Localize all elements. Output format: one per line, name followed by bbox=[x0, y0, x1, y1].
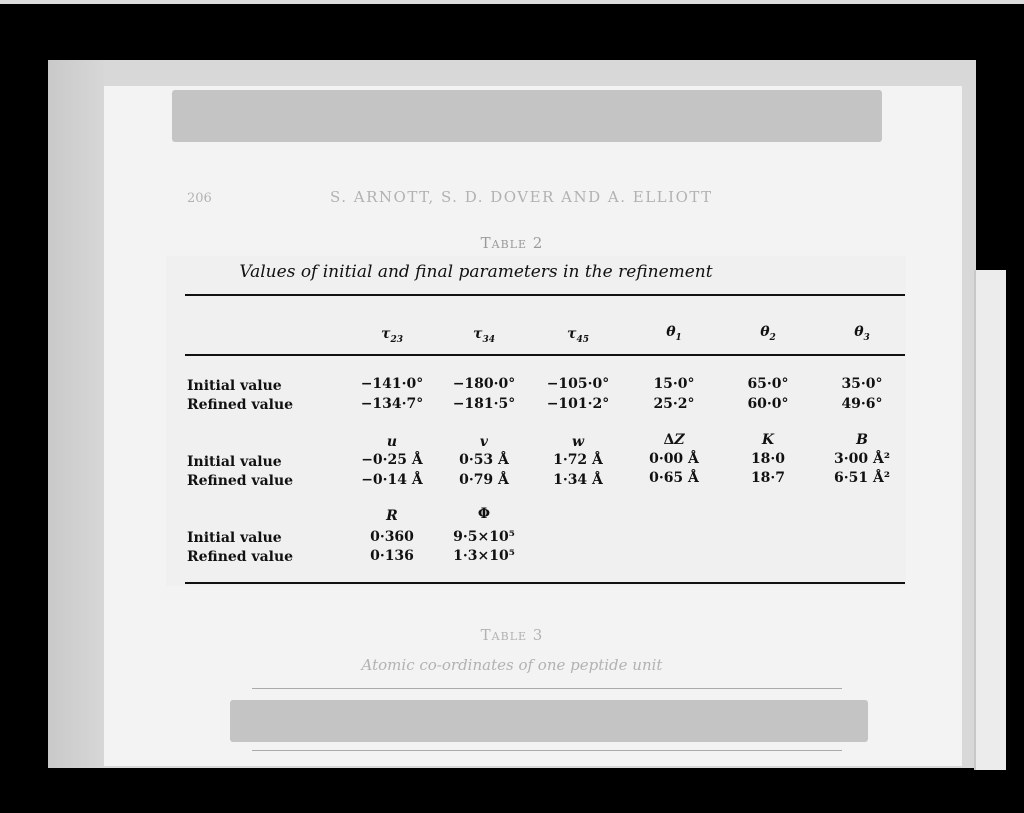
table2-label: Table 2 bbox=[480, 234, 544, 252]
table-cell: 1·3×10⁵ bbox=[453, 548, 515, 564]
row-label-refined: Refined value bbox=[187, 473, 294, 489]
table-cell: −141·0° bbox=[360, 376, 424, 392]
header-theta1: $\theta_1$ bbox=[666, 324, 682, 343]
header-k: K bbox=[761, 432, 775, 448]
table-cell: 0·136 bbox=[370, 548, 414, 564]
header-theta3: $\theta_3$ bbox=[854, 324, 870, 343]
table-cell: −105·0° bbox=[546, 376, 610, 392]
header-b: B bbox=[856, 432, 868, 448]
table-cell: 25·2° bbox=[653, 396, 695, 412]
table3-caption: Atomic co-ordinates of one peptide unit bbox=[361, 656, 663, 674]
header-tau23: $\tau_{23}$ bbox=[381, 326, 403, 345]
table-cell: 0·79 Å bbox=[459, 472, 509, 488]
row-label-initial: Initial value bbox=[187, 530, 282, 546]
header-tau45: $\tau_{45}$ bbox=[567, 326, 589, 345]
table-cell: 0·00 Å bbox=[649, 451, 699, 467]
row-label-refined: Refined value bbox=[187, 549, 294, 565]
header-theta2: $\theta_2$ bbox=[760, 324, 776, 343]
table-cell: 3·00 Å² bbox=[834, 451, 890, 467]
table-cell: 6·51 Å² bbox=[834, 470, 890, 486]
right-edge-fold bbox=[974, 270, 1006, 770]
table-cell: 15·0° bbox=[653, 376, 695, 392]
table-cell: 1·72 Å bbox=[553, 452, 603, 468]
table-cell: −180·0° bbox=[452, 376, 516, 392]
table-top-rule bbox=[185, 294, 905, 296]
row-label-refined: Refined value bbox=[187, 397, 294, 413]
table-cell: 0·360 bbox=[370, 529, 414, 545]
header-u: u bbox=[386, 434, 398, 450]
bottom-redaction-bar bbox=[230, 700, 868, 742]
divider-line bbox=[252, 750, 842, 751]
table-cell: 0·53 Å bbox=[459, 452, 509, 468]
header-w: w bbox=[571, 434, 585, 450]
row-label-initial: Initial value bbox=[187, 454, 282, 470]
table2-caption: Values of initial and final parameters in the refinement bbox=[239, 262, 713, 282]
table-cell: 49·6° bbox=[841, 396, 883, 412]
running-head: S. ARNOTT, S. D. DOVER AND A. ELLIOTT bbox=[330, 188, 713, 206]
table-cell: −134·7° bbox=[360, 396, 424, 412]
table-cell: 1·34 Å bbox=[553, 472, 603, 488]
scanned-sheet bbox=[48, 60, 976, 768]
table-cell: 18·0 bbox=[750, 451, 786, 467]
table-bottom-rule bbox=[185, 582, 905, 584]
top-edge-strip bbox=[0, 0, 1024, 4]
table-cell: 9·5×10⁵ bbox=[453, 529, 515, 545]
table-cell: −101·2° bbox=[546, 396, 610, 412]
table-cell: −181·5° bbox=[452, 396, 516, 412]
table-header-rule bbox=[185, 354, 905, 356]
header-delta-z: ΔZ bbox=[663, 432, 685, 448]
table-cell: 60·0° bbox=[747, 396, 789, 412]
header-phi: Φ bbox=[477, 506, 491, 522]
header-v: v bbox=[479, 434, 489, 450]
header-tau34: $\tau_{34}$ bbox=[473, 326, 495, 345]
table3-label: Table 3 bbox=[480, 626, 544, 644]
top-redaction-bar bbox=[172, 90, 882, 142]
table-cell: −0·25 Å bbox=[361, 452, 423, 468]
table-cell: 18·7 bbox=[750, 470, 786, 486]
page-number: 206 bbox=[187, 191, 212, 206]
table-cell: −0·14 Å bbox=[361, 472, 423, 488]
table-cell: 35·0° bbox=[841, 376, 883, 392]
table-cell: 65·0° bbox=[747, 376, 789, 392]
divider-line bbox=[252, 688, 842, 689]
row-label-initial: Initial value bbox=[187, 378, 282, 394]
header-r: R bbox=[386, 508, 398, 524]
table-cell: 0·65 Å bbox=[649, 470, 699, 486]
